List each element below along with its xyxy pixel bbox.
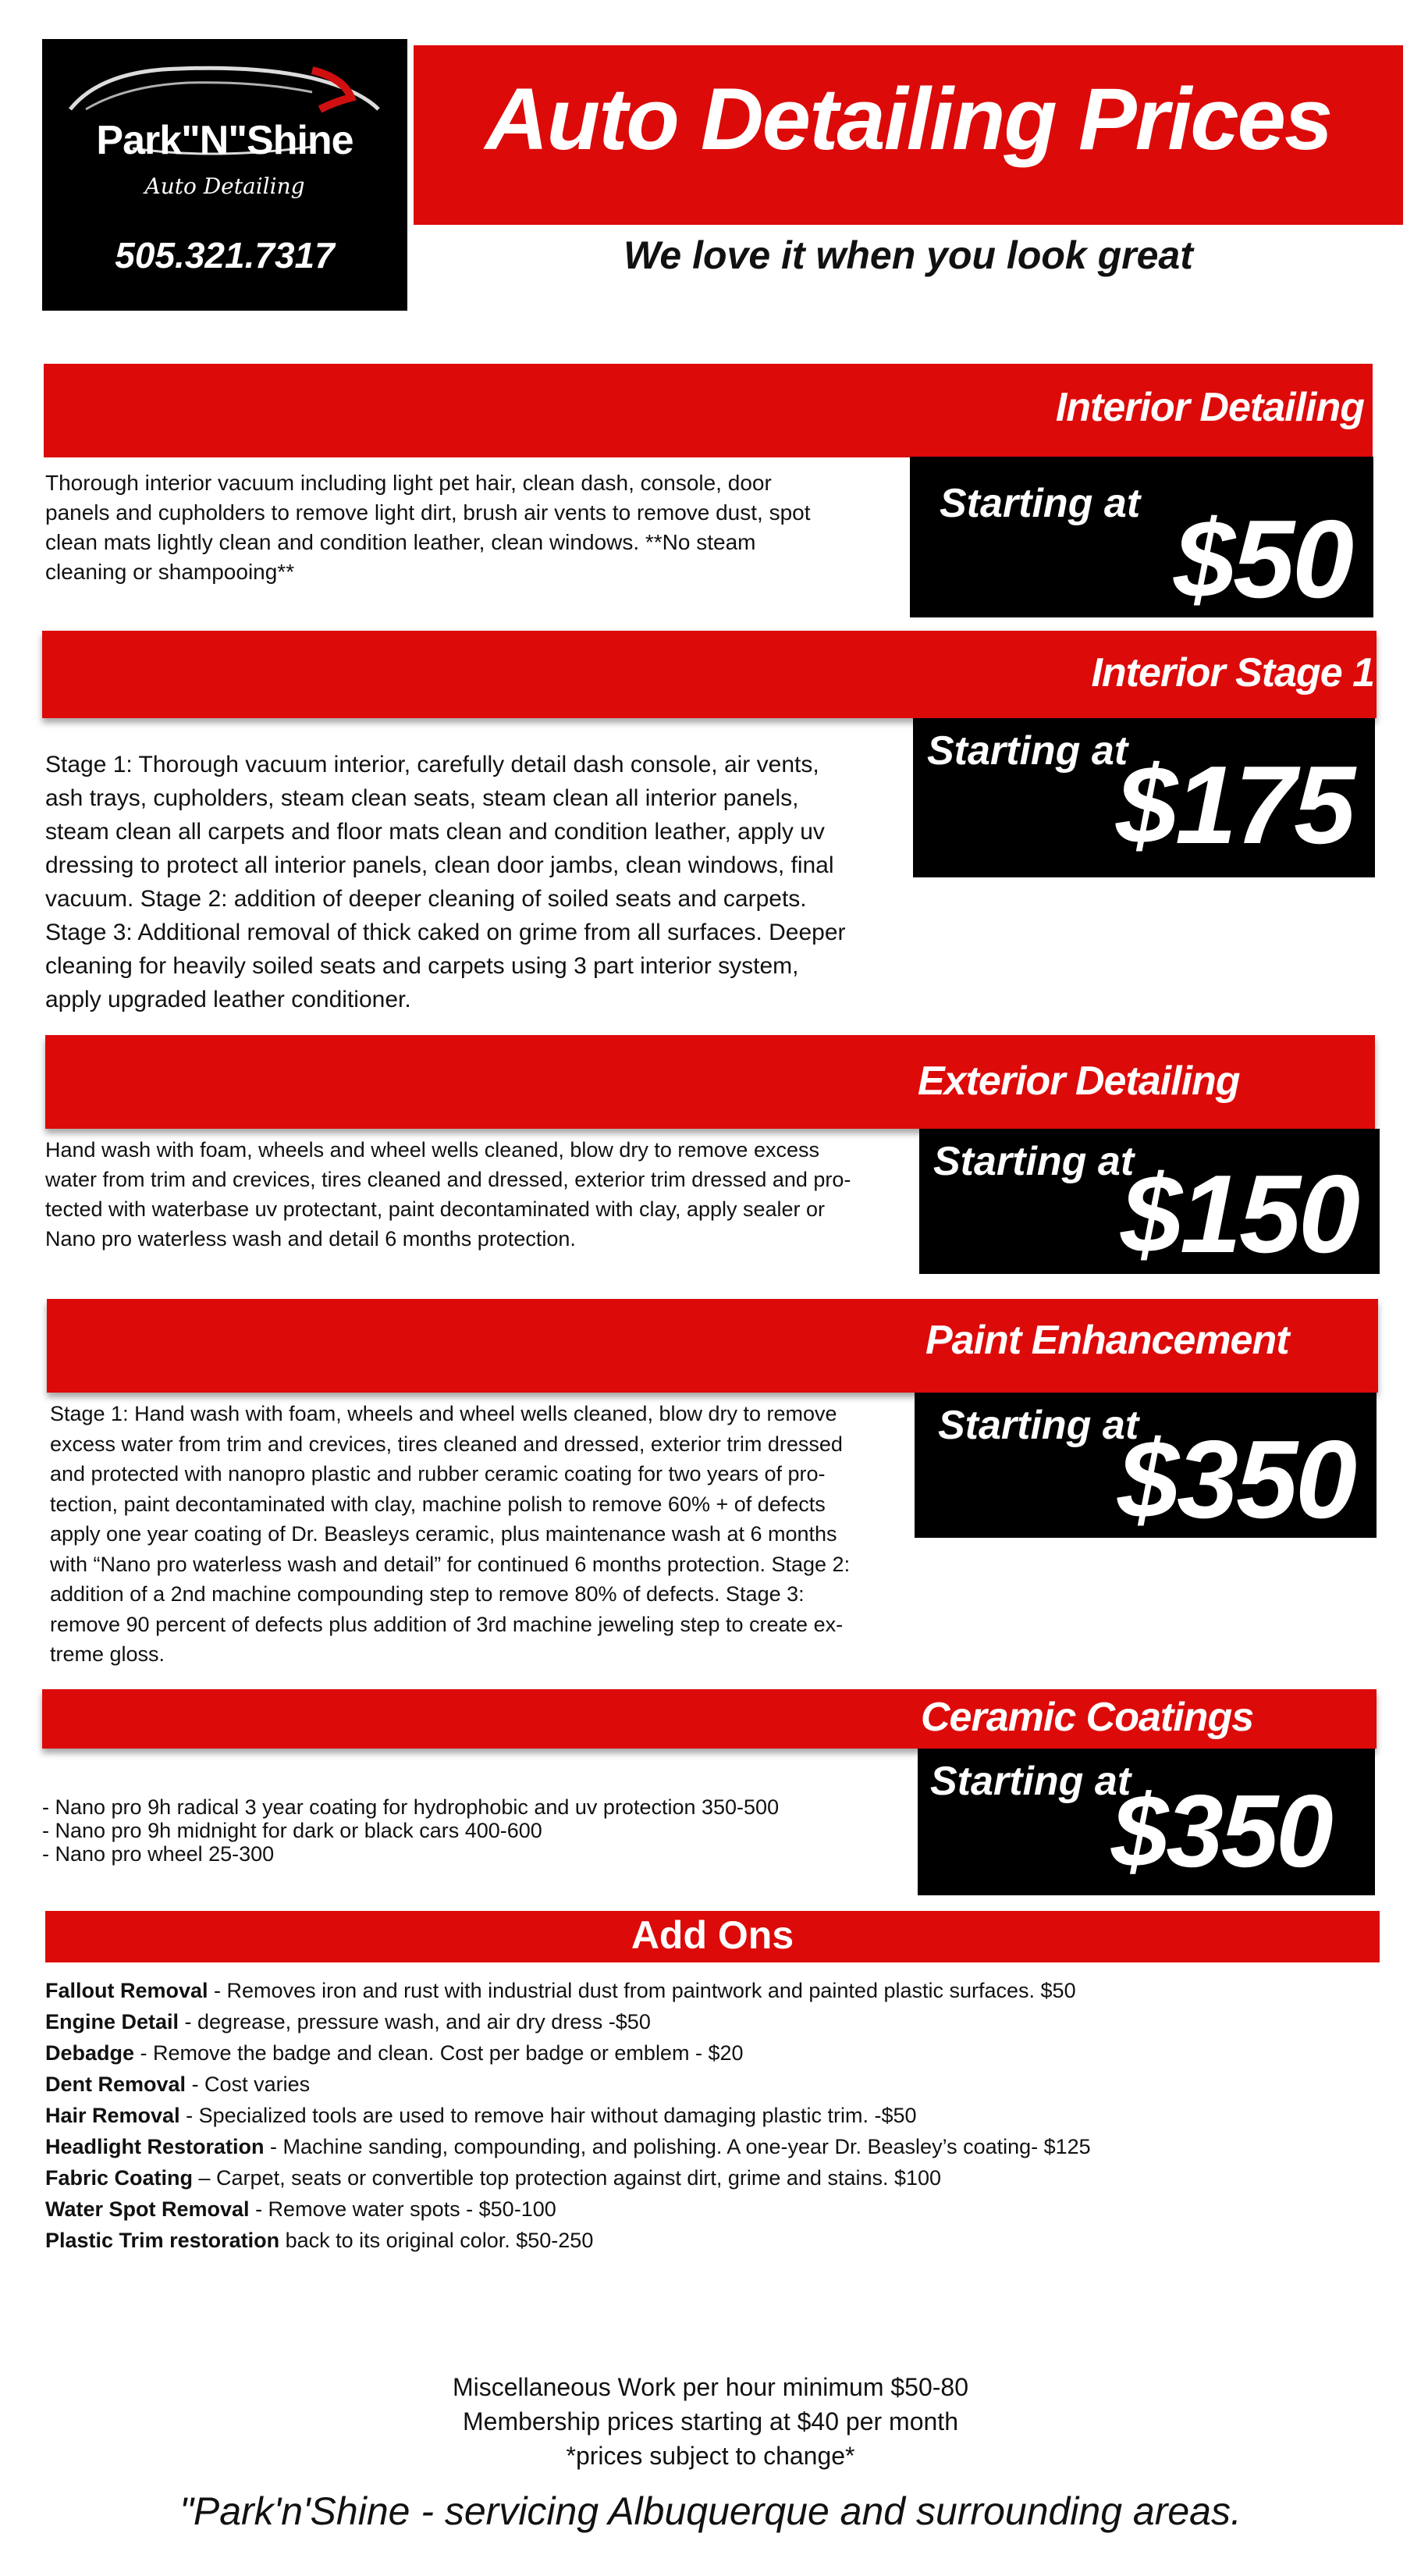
- addon-name: Headlight Restoration: [45, 2135, 265, 2158]
- addon-text: - Specialized tools are used to remove hair without damaging plastic trim. -$50: [179, 2104, 917, 2127]
- list-item: [45, 2037, 1372, 2069]
- description-ceramic-coatings: [42, 1795, 908, 1866]
- description-line: apply upgraded leather conditioner.: [45, 987, 411, 1012]
- price-label: Starting at: [927, 728, 1128, 774]
- description-line: vacuum. Stage 2: addition of deeper cleaning of soiled seats and carpets.: [45, 886, 807, 912]
- list-item: [45, 2194, 1372, 2225]
- section-title-paint-enhancement: Paint Enhancement: [925, 1318, 1289, 1363]
- price-label: Starting at: [938, 1403, 1139, 1448]
- logo-subtitle: Auto Detailing: [144, 173, 305, 199]
- description-line: treme gloss.: [50, 1642, 165, 1666]
- description-interior-detailing: [45, 468, 904, 587]
- add-ons-list: [45, 1975, 1372, 2256]
- tagline: We love it when you look great: [623, 233, 1193, 277]
- description-line: and protected with nanopro plastic and rubber ceramic coating for two years of pro-: [50, 1462, 826, 1485]
- addon-text: - Removes iron and rust with industrial dust from paintwork and painted plastic surfaces. $50: [208, 1979, 1076, 2002]
- addon-name: Fabric Coating: [45, 2166, 194, 2190]
- addon-text: - Remove water spots - $50-100: [249, 2197, 556, 2221]
- addon-name: Debadge: [45, 2041, 135, 2065]
- description-line: Stage 3: Additional removal of thick caked on grime from all surfaces. Deeper: [45, 920, 846, 945]
- footer-slogan: "Park'n'Shine - servicing Albuquerque and surrounding areas.: [179, 2489, 1242, 2533]
- description-line: cleaning for heavily soiled seats and carpets using 3 part interior system,: [45, 953, 799, 979]
- list-item: [45, 1975, 1372, 2006]
- price-box-paint-enhancement: [915, 1393, 1377, 1542]
- description-line: Stage 1: Hand wash with foam, wheels and wheel wells cleaned, blow dry to remove: [50, 1402, 837, 1425]
- description-line: water from trim and crevices, tires cleaned and dressed, exterior trim dressed and pro-: [45, 1168, 851, 1191]
- description-interior-stage-1: [45, 748, 904, 1016]
- addon-name: Engine Detail: [45, 2010, 179, 2033]
- price-box-exterior-detailing: [919, 1129, 1380, 1274]
- description-line: ash trays, cupholders, steam clean seats, steam clean all interior panels,: [45, 785, 799, 811]
- page-title: Auto Detailing Prices: [485, 70, 1332, 168]
- addon-text: - Remove the badge and clean. Cost per badge or emblem - $20: [134, 2041, 744, 2065]
- description-line: steam clean all carpets and floor mats clean and condition leather, apply uv: [45, 819, 825, 845]
- price-amount: $50: [1174, 497, 1352, 621]
- description-paint-enhancement: [50, 1399, 915, 1670]
- description-line: - Nano pro wheel 25-300: [42, 1842, 275, 1866]
- description-line: clean mats lightly clean and condition leather, clean windows. **No steam: [45, 530, 756, 554]
- phone-number[interactable]: 505.321.7317: [115, 235, 335, 276]
- price-box-interior-stage-1: [913, 718, 1375, 877]
- membership-note: Membership prices starting at $40 per month: [463, 2407, 958, 2435]
- logo-name: Park"N"Shine: [96, 118, 353, 163]
- price-amount: $350: [1117, 1418, 1355, 1542]
- price-label: Starting at: [930, 1759, 1131, 1804]
- addon-text: - Machine sanding, compounding, and polishing. A one-year Dr. Beasley’s coating- $125: [264, 2135, 1091, 2158]
- description-line: Nano pro waterless wash and detail 6 months protection.: [45, 1227, 576, 1251]
- price-amount: $350: [1111, 1774, 1331, 1888]
- addon-name: Hair Removal: [45, 2104, 180, 2127]
- price-disclaimer: *prices subject to change*: [566, 2442, 855, 2470]
- description-line: - Nano pro 9h midnight for dark or black cars 400-600: [42, 1819, 542, 1842]
- addon-name: Water Spot Removal: [45, 2197, 250, 2221]
- description-line: excess water from trim and crevices, tires cleaned and dressed, exterior trim dressed: [50, 1432, 843, 1456]
- description-line: remove 90 percent of defects plus addition of 3rd machine jeweling step to create ex-: [50, 1612, 844, 1636]
- description-line: tected with waterbase uv protectant, paint decontaminated with clay, apply sealer or: [45, 1197, 826, 1221]
- description-line: dressing to protect all interior panels, clean door jambs, clean windows, final: [45, 852, 834, 878]
- price-box-ceramic-coatings: [918, 1749, 1375, 1895]
- description-line: with “Nano pro waterless wash and detail” for continued 6 months protection. Stage 2:: [50, 1552, 851, 1576]
- list-item: [45, 2131, 1372, 2162]
- price-label: Starting at: [940, 481, 1141, 526]
- description-line: - Nano pro 9h radical 3 year coating for hydrophobic and uv protection 350-500: [42, 1795, 780, 1819]
- price-amount: $175: [1116, 743, 1353, 867]
- description-line: tection, paint decontaminated with clay, machine polish to remove 60% + of defects: [50, 1492, 826, 1516]
- description-line: Thorough interior vacuum including light pet hair, clean dash, console, door: [45, 471, 772, 495]
- description-line: Hand wash with foam, wheels and wheel wells cleaned, blow dry to remove excess: [45, 1138, 819, 1162]
- list-item: [45, 2225, 1372, 2256]
- addon-name: Fallout Removal: [45, 1979, 208, 2002]
- addon-text: - degrease, pressure wash, and air dry dress -$50: [179, 2010, 651, 2033]
- description-line: addition of a 2nd machine compounding step to remove 80% of defects. Stage 3:: [50, 1582, 805, 1606]
- addon-name: Plastic Trim restoration: [45, 2229, 280, 2252]
- description-exterior-detailing: [45, 1135, 911, 1254]
- list-item: [45, 2162, 1372, 2194]
- list-item: [45, 2100, 1372, 2131]
- addon-name: Dent Removal: [45, 2073, 187, 2096]
- price-label: Starting at: [933, 1139, 1135, 1184]
- list-item: [45, 2006, 1372, 2037]
- description-line: apply one year coating of Dr. Beasleys ceramic, plus maintenance wash at 6 months: [50, 1522, 837, 1546]
- description-line: Stage 1: Thorough vacuum interior, carefully detail dash console, air vents,: [45, 752, 819, 777]
- section-title-interior-stage-1: Interior Stage 1: [1091, 650, 1374, 696]
- description-line: panels and cupholders to remove light dirt, brush air vents to remove dust, spot: [45, 500, 811, 525]
- section-title-interior-detailing: Interior Detailing: [1055, 385, 1364, 430]
- section-title-ceramic-coatings: Ceramic Coatings: [921, 1695, 1254, 1740]
- misc-work-note: Miscellaneous Work per hour minimum $50-80: [452, 2373, 968, 2401]
- price-amount: $150: [1121, 1152, 1358, 1276]
- section-title-exterior-detailing: Exterior Detailing: [918, 1059, 1240, 1104]
- list-item: [45, 2069, 1372, 2100]
- addon-text: - Cost varies: [186, 2073, 311, 2096]
- price-box-interior-detailing: [910, 457, 1373, 621]
- description-line: cleaning or shampooing**: [45, 560, 295, 584]
- addon-text: back to its original color. $50-250: [279, 2229, 594, 2252]
- addon-text: – Carpet, seats or convertible top protection against dirt, grime and stains. $100: [193, 2166, 942, 2190]
- section-title-add-ons: Add Ons: [631, 1913, 794, 1957]
